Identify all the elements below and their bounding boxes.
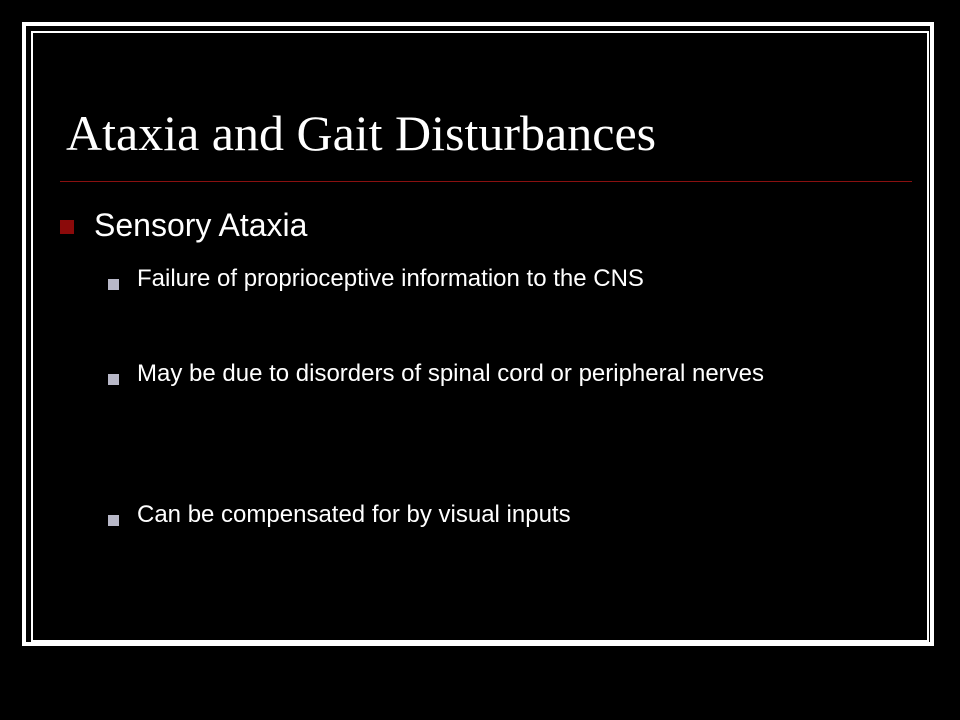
square-bullet-icon <box>108 515 119 526</box>
bullet-point-3: Can be compensated for by visual inputs <box>137 501 571 528</box>
slide-title: Ataxia and Gait Disturbances <box>66 105 657 161</box>
bullet-point-2: May be due to disorders of spinal cord or peripheral nerves <box>137 360 764 387</box>
bullet-heading: Sensory Ataxia <box>94 207 308 243</box>
square-bullet-icon <box>60 220 74 234</box>
bullet-point-1: Failure of proprioceptive information to the CNS <box>137 265 644 292</box>
square-bullet-icon <box>108 279 119 290</box>
square-bullet-icon <box>108 374 119 385</box>
